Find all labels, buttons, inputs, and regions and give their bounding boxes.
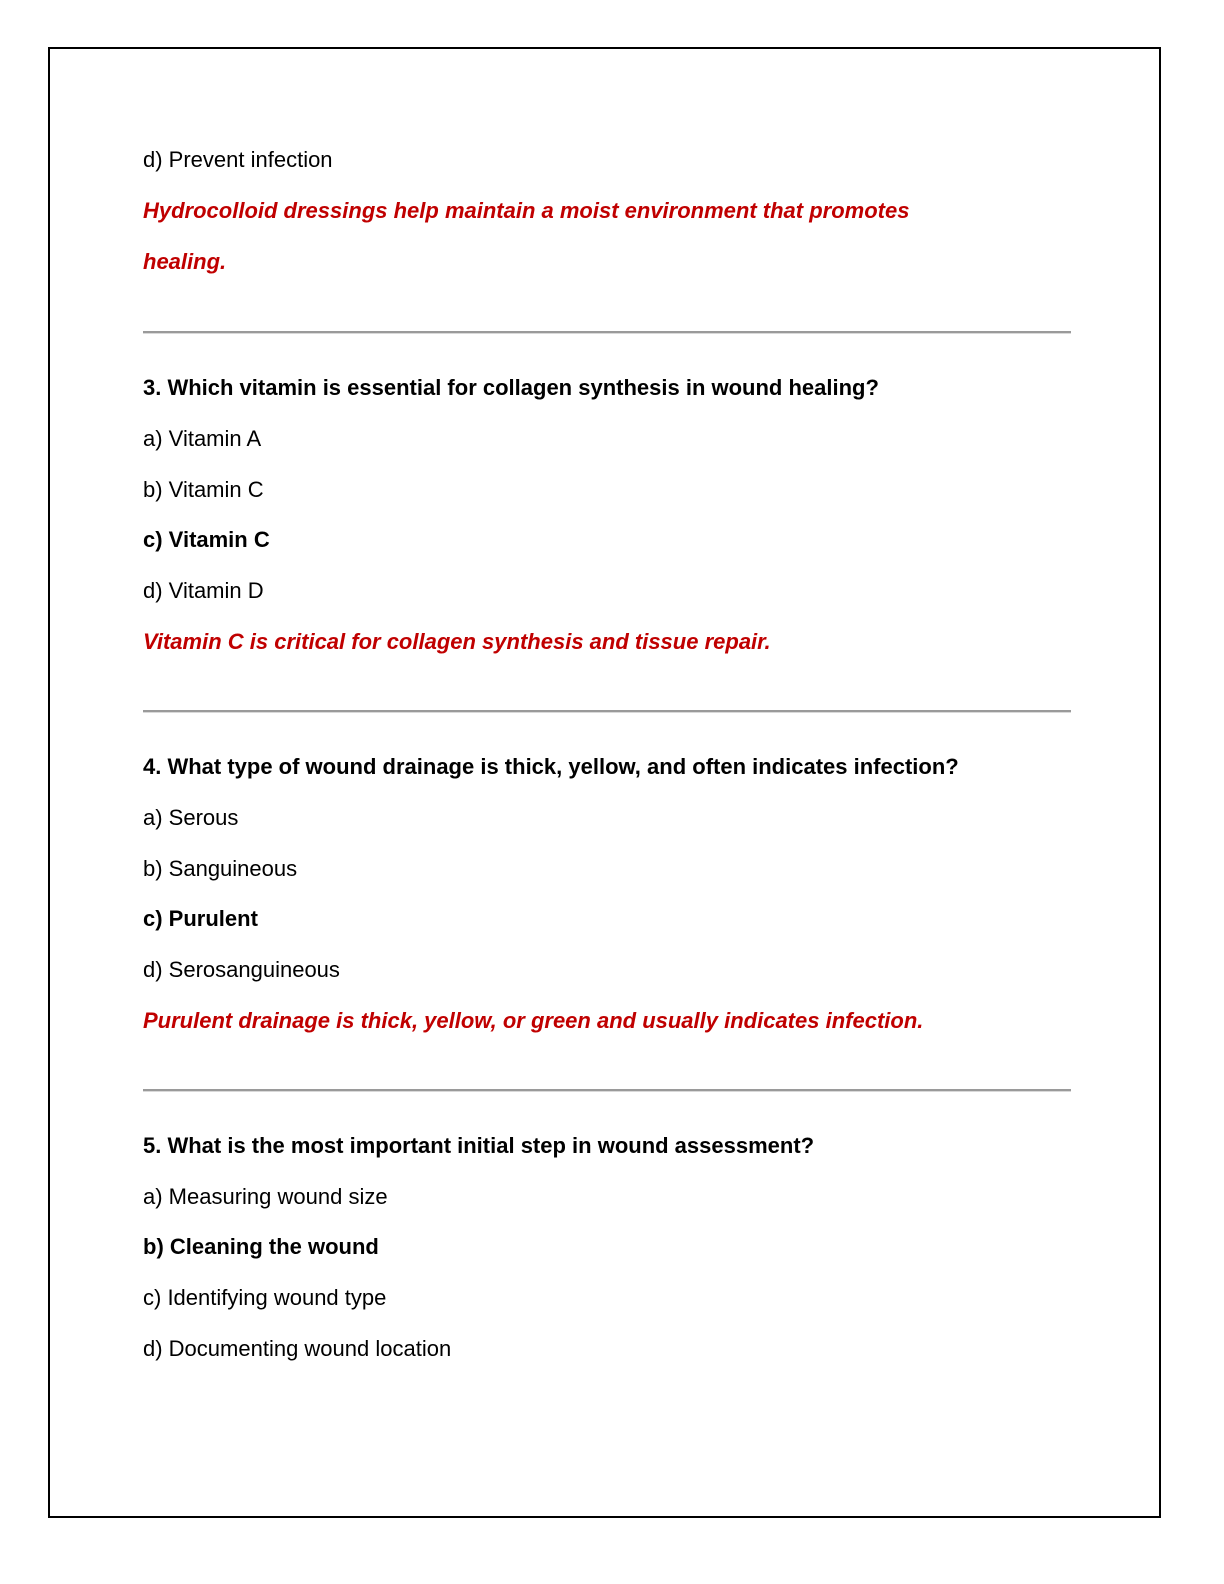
question-3: 3. Which vitamin is essential for collagen synthesis in wound healing?	[143, 375, 879, 400]
question-3-option-d: d) Vitamin D	[143, 578, 264, 603]
question-4: 4. What type of wound drainage is thick, yellow, and often indicates infection?	[143, 754, 959, 779]
question-3-explanation: Vitamin C is critical for collagen synthesis and tissue repair.	[143, 629, 771, 654]
question-3-option-a: a) Vitamin A	[143, 426, 262, 451]
question-5: 5. What is the most important initial step in wound assessment?	[143, 1133, 815, 1158]
question-4-option-b: b) Sanguineous	[143, 856, 298, 881]
section-divider	[143, 710, 1071, 713]
question-4-correct-answer: c) Purulent	[143, 906, 258, 931]
question-4-option-d: d) Serosanguineous	[143, 957, 340, 982]
explanation-hydrocolloid-line-2: healing.	[143, 249, 227, 274]
question-5-option-a: a) Measuring wound size	[143, 1184, 388, 1209]
question-4-option-a: a) Serous	[143, 805, 239, 830]
explanation-hydrocolloid-line-1: Hydrocolloid dressings help maintain a moist environment that promotes	[143, 198, 910, 223]
question-3-option-b: b) Vitamin C	[143, 477, 264, 502]
section-divider	[143, 1089, 1071, 1092]
question-5-correct-answer: b) Cleaning the wound	[143, 1234, 379, 1259]
section-divider	[143, 331, 1071, 334]
question-4-explanation: Purulent drainage is thick, yellow, or green and usually indicates infection.	[143, 1008, 924, 1033]
question-5-option-d: d) Documenting wound location	[143, 1336, 452, 1361]
question-3-correct-answer: c) Vitamin C	[143, 527, 270, 552]
question-5-option-c: c) Identifying wound type	[143, 1285, 387, 1310]
option-d-prevent-infection: d) Prevent infection	[143, 147, 333, 172]
